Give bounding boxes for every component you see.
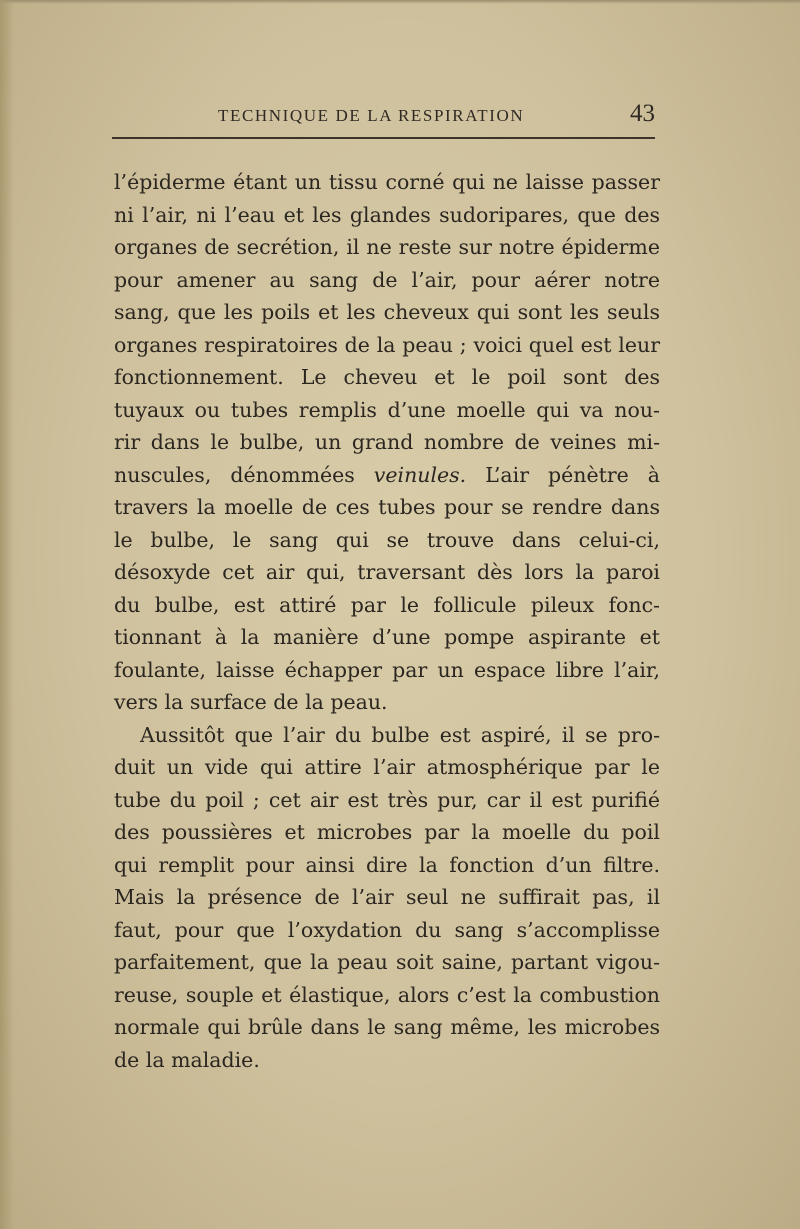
text-line: sang, que les poils et les cheveux qui sont les seuls	[114, 300, 660, 324]
page-header	[110, 100, 655, 134]
text-line: l’épiderme étant un tissu corné qui ne laisse passer	[114, 170, 660, 194]
text-line: le bulbe, le sang qui se trouve dans celui-ci,	[114, 527, 660, 552]
page-binding-shadow	[0, 0, 14, 1229]
text-line: Mais la présence de l’air seul ne suffirait pas, il	[114, 885, 660, 909]
text-line: foulante, laisse échapper par un espace libre l’air,	[114, 657, 660, 682]
text-line: ni l’air, ni l’eau et les glandes sudoripares, que des	[114, 202, 660, 227]
text-line-with-italic	[114, 459, 660, 492]
body-text	[114, 166, 660, 1076]
header-rule	[112, 137, 655, 139]
text-line: travers la moelle de ces tubes pour se rendre dans	[114, 495, 660, 519]
text-line: tionnant à la manière d’une pompe aspirante et	[114, 625, 660, 649]
text-line: pour amener au sang de l’air, pour aérer notre	[114, 267, 660, 292]
text-line: duit un vide qui attire l’air atmosphérique par le	[114, 755, 660, 779]
text-line: rir dans le bulbe, un grand nombre de veines mi-	[114, 430, 660, 454]
text-line: fonctionnement. Le cheveu et le poil sont des	[114, 365, 660, 389]
italic-term: veinules.	[373, 462, 467, 487]
text-segment: L’air pénètre à	[485, 462, 660, 487]
text-segment: nuscules, dénommées	[114, 462, 355, 487]
text-line: organes de secrétion, il ne reste sur notre épiderme	[114, 235, 660, 259]
text-line: vers la surface de la peau.	[114, 690, 388, 714]
text-line: normale qui brûle dans le sang même, les microbes	[114, 1015, 660, 1039]
running-title: TECHNIQUE DE LA RESPIRATION	[218, 106, 525, 125]
text-line: parfaitement, que la peau soit saine, partant vigou-	[114, 950, 660, 974]
text-line: des poussières et microbes par la moelle du poil	[114, 820, 660, 844]
text-line: de la maladie.	[114, 1047, 260, 1072]
text-line: du bulbe, est attiré par le follicule pileux fonc-	[114, 592, 660, 617]
page-top-shadow	[0, 0, 800, 4]
text-line: désoxyde cet air qui, traversant dès lors la paroi	[114, 560, 660, 584]
text-line: tube du poil ; cet air est très pur, car il est purifié	[114, 787, 660, 812]
text-line: organes respiratoires de la peau ; voici quel est leur	[114, 332, 660, 357]
page-number: 43	[630, 100, 655, 127]
text-line: faut, pour que l’oxydation du sang s’accomplisse	[114, 917, 660, 942]
text-line: reuse, souple et élastique, alors c’est la combustion	[114, 982, 660, 1007]
text-line: qui remplit pour ainsi dire la fonction d’un filtre.	[114, 852, 660, 877]
text-line: tuyaux ou tubes remplis d’une moelle qui va nou-	[114, 397, 660, 422]
paragraph-first-line: Aussitôt que l’air du bulbe est aspiré, il se pro-	[140, 722, 660, 747]
